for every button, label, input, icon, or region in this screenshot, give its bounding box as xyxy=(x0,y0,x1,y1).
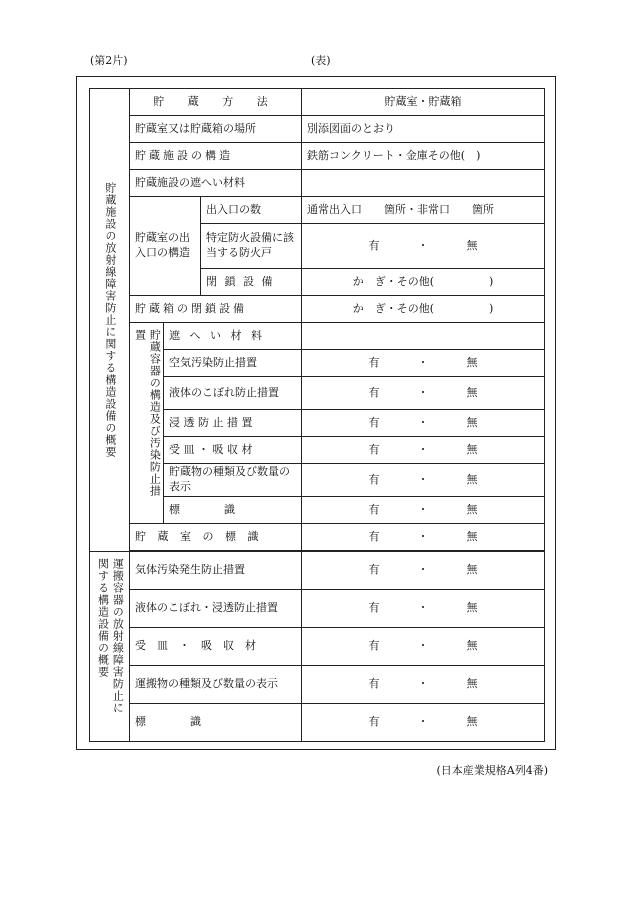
yes-option: 有 xyxy=(368,355,380,369)
closing-label: 閉 鎖 設 備 xyxy=(201,269,302,296)
structure-label: 貯蔵施設の構造 xyxy=(130,143,302,170)
firedoor-choice[interactable] xyxy=(302,224,545,269)
container-row-value[interactable] xyxy=(302,323,545,350)
door-count-value[interactable]: 通常出入口 箇所・非常口 箇所 xyxy=(302,197,545,224)
container-row-label: 液体のこぼれ防止措置 xyxy=(164,377,302,410)
container-label-b: 置 xyxy=(133,329,147,341)
choice-separator: ・ xyxy=(417,563,429,577)
container-row-choice[interactable] xyxy=(302,350,545,377)
no-option: 無 xyxy=(466,563,478,577)
no-option: 無 xyxy=(466,442,478,456)
no-option: 無 xyxy=(466,601,478,615)
method-value[interactable]: 貯蔵室・貯蔵箱 xyxy=(302,89,545,116)
location-value[interactable]: 別添図面のとおり xyxy=(302,116,545,143)
structure-value[interactable]: 鉄筋コンクリート・金庫その他( ) xyxy=(302,143,545,170)
transport-row-label: 受 皿 ・ 吸 収 材 xyxy=(130,628,302,666)
section2-title-a: 運搬容器の放射線障害防止に xyxy=(111,558,125,714)
no-option: 無 xyxy=(466,385,478,399)
yes-option: 有 xyxy=(368,677,380,691)
side-label: (表) xyxy=(311,54,331,67)
yes-option: 有 xyxy=(368,529,380,543)
choice-separator: ・ xyxy=(417,601,429,615)
container-row-label: 遮 へ い 材 料 xyxy=(164,323,302,350)
transport-row-choice[interactable] xyxy=(302,552,545,590)
container-row-choice[interactable] xyxy=(302,410,545,437)
no-option: 無 xyxy=(466,415,478,429)
no-option: 無 xyxy=(466,355,478,369)
transport-row-label: 気体汚染発生防止措置 xyxy=(130,552,302,590)
box-closing-label: 貯蔵箱の閉鎖設備 xyxy=(130,296,302,323)
container-row-choice[interactable] xyxy=(302,377,545,410)
section1-title: 貯蔵施設の放射線障害防止に関する構造設備の概要 xyxy=(90,89,130,552)
form-table xyxy=(89,88,545,742)
entrance-label: 貯蔵室の出入口の構造 xyxy=(130,197,201,296)
choice-separator: ・ xyxy=(417,238,429,252)
container-row-label: 受 皿 ・ 吸 収 材 xyxy=(164,437,302,464)
yes-option: 有 xyxy=(368,601,380,615)
container-row-label: 標 識 xyxy=(164,497,302,524)
shield-value[interactable] xyxy=(302,170,545,197)
no-option: 無 xyxy=(466,502,478,516)
firedoor-label: 特定防火設備に該当する防火戸 xyxy=(201,224,302,269)
choice-separator: ・ xyxy=(417,415,429,429)
container-row-label: 空気汚染防止措置 xyxy=(164,350,302,377)
paper-size-note: (日本産業規格A列4番) xyxy=(436,764,548,777)
location-label: 貯蔵室又は貯蔵箱の場所 xyxy=(130,116,302,143)
box-closing-value[interactable]: か ぎ・その他( ) xyxy=(302,296,545,323)
choice-separator: ・ xyxy=(417,677,429,691)
yes-option: 有 xyxy=(368,238,380,252)
transport-row-choice[interactable] xyxy=(302,628,545,666)
no-option: 無 xyxy=(466,677,478,691)
no-option: 無 xyxy=(466,529,478,543)
choice-separator: ・ xyxy=(417,442,429,456)
choice-separator: ・ xyxy=(417,529,429,543)
yes-option: 有 xyxy=(368,639,380,653)
no-option: 無 xyxy=(466,715,478,729)
yes-option: 有 xyxy=(368,415,380,429)
transport-row-label: 運搬物の種類及び数量の表示 xyxy=(130,666,302,704)
yes-option: 有 xyxy=(368,502,380,516)
section2-title xyxy=(90,552,130,742)
yes-option: 有 xyxy=(368,442,380,456)
no-option: 無 xyxy=(466,472,478,486)
container-row-label: 貯蔵物の種類及び数量の表示 xyxy=(164,464,302,497)
transport-row-choice[interactable] xyxy=(302,590,545,628)
closing-value[interactable]: か ぎ・その他( ) xyxy=(302,269,545,296)
choice-separator: ・ xyxy=(417,502,429,516)
section2-title-b: 関する構造設備の概要 xyxy=(96,558,110,678)
container-label-a: 貯蔵容器の構造及び汚染防止措 xyxy=(148,329,162,497)
choice-separator: ・ xyxy=(417,715,429,729)
container-row-choice[interactable] xyxy=(302,437,545,464)
choice-separator: ・ xyxy=(417,639,429,653)
shield-label: 貯蔵施設の遮へい材料 xyxy=(130,170,302,197)
yes-option: 有 xyxy=(368,563,380,577)
room-sign-label: 貯 蔵 室 の 標 識 xyxy=(130,524,302,551)
no-option: 無 xyxy=(466,238,478,252)
choice-separator: ・ xyxy=(417,472,429,486)
transport-row-label: 標 識 xyxy=(130,704,302,742)
yes-option: 有 xyxy=(368,385,380,399)
container-row-choice[interactable] xyxy=(302,497,545,524)
door-count-label: 出入口の数 xyxy=(201,197,302,224)
container-label xyxy=(130,323,164,524)
transport-row-label: 液体のこぼれ・浸透防止措置 xyxy=(130,590,302,628)
yes-option: 有 xyxy=(368,715,380,729)
choice-separator: ・ xyxy=(417,355,429,369)
yes-option: 有 xyxy=(368,472,380,486)
container-row-label: 浸 透 防 止 措 置 xyxy=(164,410,302,437)
method-label: 貯 蔵 方 法 xyxy=(130,89,302,116)
choice-separator: ・ xyxy=(417,385,429,399)
container-row-choice[interactable] xyxy=(302,464,545,497)
transport-row-choice[interactable] xyxy=(302,704,545,742)
room-sign-choice[interactable] xyxy=(302,524,545,551)
no-option: 無 xyxy=(466,639,478,653)
transport-row-choice[interactable] xyxy=(302,666,545,704)
sheet-number: (第2片) xyxy=(90,54,128,67)
